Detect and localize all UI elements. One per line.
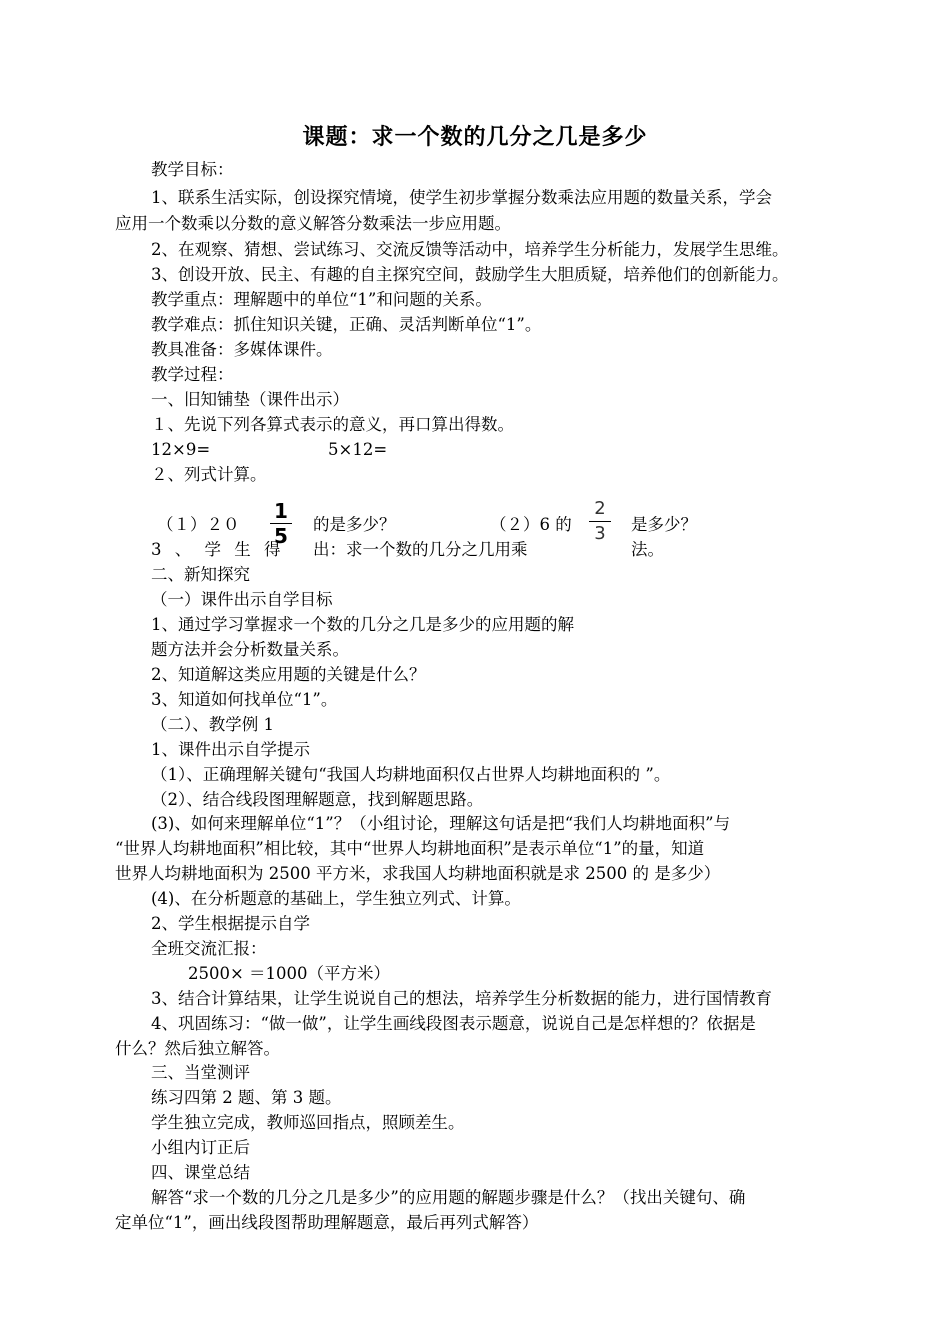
text-line: “世界人均耕地面积”相比较，其中“世界人均耕地面积”是表示单位“1”的量，知道 <box>115 839 705 858</box>
question-2-suffix: 是多少？ <box>631 515 697 534</box>
text-line: 三、当堂测评 <box>151 1063 250 1082</box>
text-line: ２、列式计算。 <box>151 465 267 484</box>
text-line: （2）、结合线段图理解题意，找到解题思路。 <box>151 790 484 809</box>
fraction-denominator: 3 <box>594 523 606 544</box>
text-line: 二、新知探究 <box>151 565 250 584</box>
text-line: 一、旧知铺垫（课件出示） <box>151 390 349 409</box>
text-line: 1、联系生活实际，创设探究情境，使学生初步掌握分数乘法应用题的数量关系，学会 <box>151 188 772 207</box>
fraction-denominator: 5 <box>274 524 288 548</box>
text-line: 解答“求一个数的几分之几是多少”的应用题的解题步骤是什么？（找出关键句、确 <box>151 1188 746 1207</box>
text-line: 3、结合计算结果，让学生说说自己的想法，培养学生分析数据的能力，进行国情教育 <box>151 989 772 1008</box>
text-line: 定单位“1”，画出线段图帮助理解题意，最后再列式解答） <box>115 1213 539 1232</box>
page-title: 课题：求一个数的几分之几是多少 <box>302 125 648 150</box>
text-line: 四、课堂总结 <box>151 1163 250 1182</box>
text-line: 2500× ＝1000（平方米） <box>188 964 391 983</box>
text-line: 教学过程： <box>151 365 234 384</box>
text-line: 练习四第 2 题、第 3 题。 <box>151 1088 342 1107</box>
text-line: 2、在观察、猜想、尝试练习、交流反馈等活动中，培养学生分析能力，发展学生思维。 <box>151 240 789 259</box>
text-line: 1、课件出示自学提示 <box>151 740 310 759</box>
text-line: 出：求一个数的几分之几用乘 <box>313 540 528 559</box>
text-line: 世界人均耕地面积为 2500 平方米，求我国人均耕地面积就是求 2500 的 是多少） <box>115 864 721 883</box>
text-line: 教学难点：抓住知识关键，正确、灵活判断单位“1”。 <box>151 315 542 334</box>
text-line: 教学目标： <box>151 160 234 179</box>
text-line: 学生独立完成，教师巡回指点，照顾差生。 <box>151 1113 465 1132</box>
fraction-two-thirds <box>589 498 611 545</box>
question-1-suffix: 的是多少？ <box>313 515 396 534</box>
text-line: 法。 <box>631 540 664 559</box>
text-line: 应用一个数乘以分数的意义解答分数乘法一步应用题。 <box>115 214 511 233</box>
text-line: 4、巩固练习：“做一做”，让学生画线段图表示题意，说说自己是怎样想的？依据是 <box>151 1014 756 1033</box>
text-line: （一）课件出示自学目标 <box>151 590 333 609</box>
text-line: 教学重点：理解题中的单位“1”和问题的关系。 <box>151 290 492 309</box>
text-line: (4)、在分析题意的基础上，学生独立列式、计算。 <box>151 889 521 908</box>
text-line: （二）、教学例 1 <box>151 715 274 734</box>
text-line: (3)、如何来理解单位“1”？（小组讨论，理解这句话是把“我们人均耕地面积”与 <box>151 814 731 833</box>
fraction-numerator: 1 <box>274 499 288 523</box>
text-line: 全班交流汇报： <box>151 939 267 958</box>
text-line: 3、创设开放、民主、有趣的自主探究空间，鼓励学生大胆质疑，培养他们的创新能力。 <box>151 265 789 284</box>
question-2-prefix: （２）6 的 <box>490 515 572 534</box>
text-line: 3 、 学 生 得 <box>151 540 285 559</box>
text-line: 2、学生根据提示自学 <box>151 914 310 933</box>
text-line: １、先说下列各算式表示的意义，再口算出得数。 <box>151 415 514 434</box>
text-line: 教具准备：多媒体课件。 <box>151 340 333 359</box>
text-line: 2、知道解这类应用题的关键是什么？ <box>151 665 426 684</box>
fraction-numerator: 2 <box>594 498 606 519</box>
text-line: 小组内订正后 <box>151 1138 250 1157</box>
text-line: 1、通过学习掌握求一个数的几分之几是多少的应用题的解 <box>151 615 574 634</box>
text-line: 12×9= <box>151 440 211 459</box>
text-line: 什么？然后独立解答。 <box>115 1039 280 1058</box>
text-line: 3、知道如何找单位“1”。 <box>151 690 338 709</box>
fraction-bar <box>589 521 611 522</box>
text-line: （1）、正确理解关键句“我国人均耕地面积仅占世界人均耕地面积的 ”。 <box>151 765 671 784</box>
question-1-prefix: （１）２０ <box>157 515 240 534</box>
text-line: 5×12= <box>328 440 388 459</box>
text-line: 题方法并会分析数量关系。 <box>151 640 349 659</box>
